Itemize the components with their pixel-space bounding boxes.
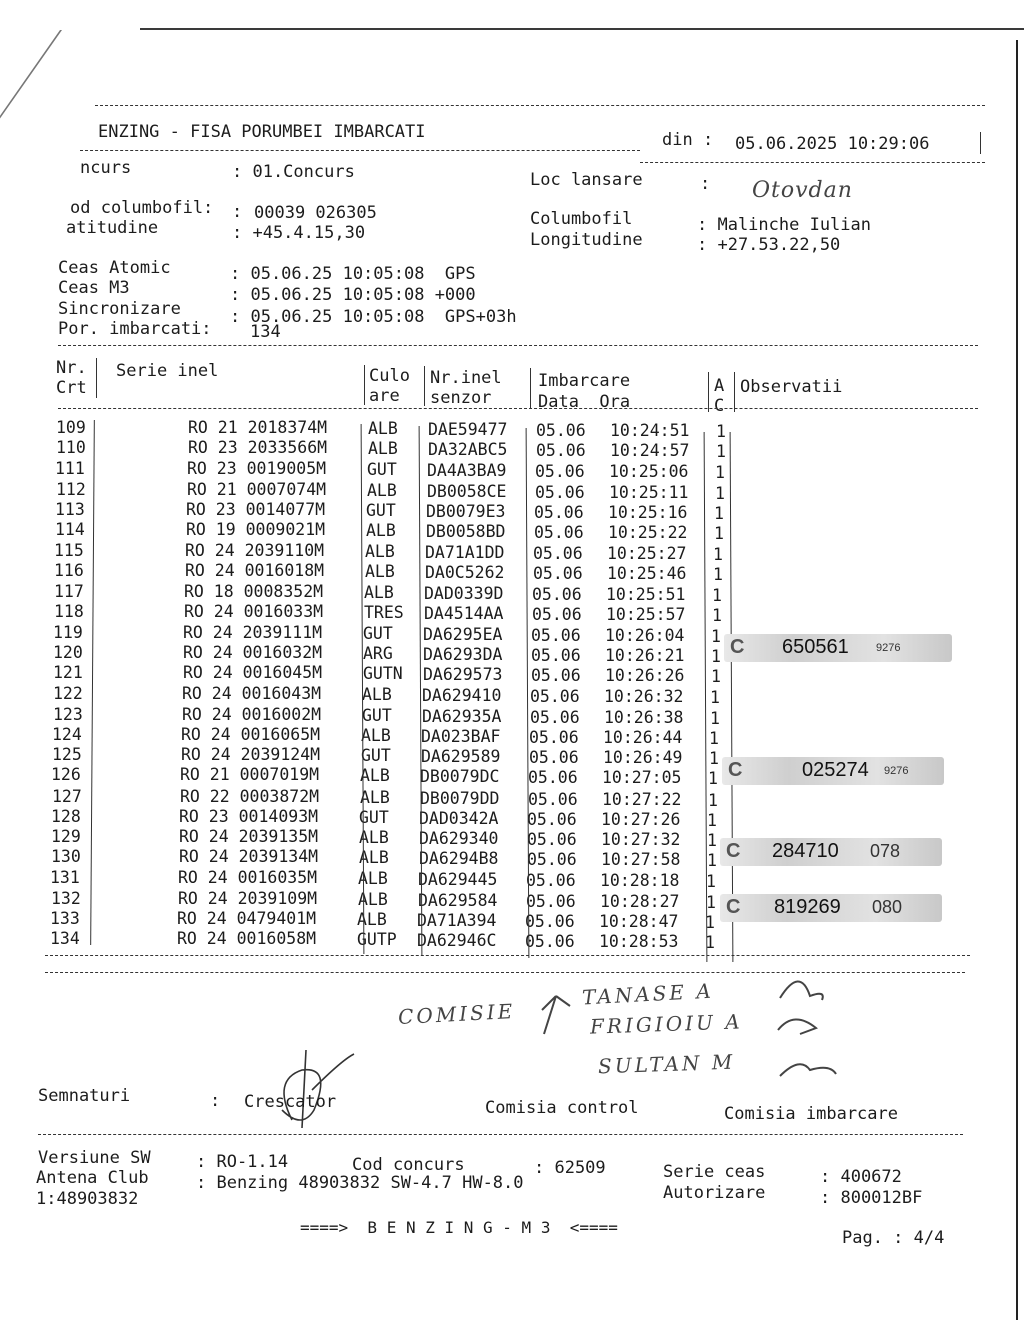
sensor-ring: DA023BAF: [421, 727, 501, 746]
ring-sticker: C 025274 9276: [722, 757, 944, 785]
boarding-date: 05.06: [528, 768, 578, 788]
row-number: 117: [54, 581, 84, 601]
color-code: GUT: [359, 807, 389, 827]
cod-concurs-value: : 62509: [534, 1158, 606, 1178]
ring-series: RO 18 0008352M: [184, 581, 324, 601]
boarding-date: 05.06: [525, 932, 575, 951]
club-id: 1:48903832: [36, 1189, 139, 1209]
ac-flag: 1: [706, 872, 716, 892]
boarding-date: 05.06: [534, 523, 584, 542]
sensor-ring: DAD0342A: [419, 808, 499, 828]
sensor-ring: DA629340: [419, 829, 499, 848]
ac-flag: 1: [715, 483, 725, 503]
ring-series: RO 21 0007074M: [187, 479, 327, 499]
table-row: [0, 418, 1024, 441]
concurs-label: ncurs: [80, 158, 132, 178]
color-code: ALB: [368, 439, 398, 459]
ring-series: RO 24 0016058M: [177, 929, 317, 948]
sensor-ring: DA629584: [418, 890, 498, 910]
boarding-time: 10:25:22: [608, 523, 688, 542]
ring-series: RO 24 2039109M: [178, 888, 318, 908]
boarding-date: 05.06: [534, 502, 584, 522]
sensor-ring: DB0058BD: [426, 522, 506, 541]
boarding-time: 10:24:51: [610, 421, 690, 440]
divider: [58, 408, 978, 409]
sensor-ring: DA62935A: [422, 706, 502, 726]
color-code: ALB: [359, 828, 389, 847]
table-row: [0, 701, 1024, 728]
row-number: 115: [54, 541, 84, 561]
ac-flag: 1: [707, 831, 717, 850]
ac-flag: 1: [711, 647, 721, 667]
color-code: ALB: [358, 889, 388, 909]
ac-flag: 1: [708, 769, 718, 789]
boarding-date: 05.06: [528, 789, 578, 809]
boarding-date: 05.06: [536, 441, 586, 461]
row-number: 127: [52, 786, 82, 806]
boarding-date: 05.06: [529, 728, 579, 747]
sensor-ring: DAE59477: [428, 420, 508, 439]
boarding-date: 05.06: [531, 626, 581, 645]
din-label: din :: [662, 130, 714, 150]
boarding-time: 10:25:06: [609, 462, 689, 482]
divider: [45, 955, 970, 956]
col-header-serie: Serie inel: [116, 361, 219, 381]
divider: [80, 150, 640, 151]
row-number: 123: [53, 704, 83, 724]
color-code: ARG: [363, 644, 393, 664]
report-title: ENZING - FISA PORUMBEI IMBARCATI: [98, 122, 426, 142]
boarding-date: 05.06: [532, 584, 582, 604]
color-code: ALB: [359, 848, 389, 868]
color-code: ALB: [360, 787, 390, 807]
row-number: 112: [56, 479, 86, 499]
ac-flag: 1: [710, 687, 720, 707]
table-row: [0, 499, 1024, 523]
ac-flag: 1: [716, 422, 726, 441]
table-row: [0, 559, 1024, 585]
row-number: 120: [53, 643, 83, 663]
sensor-ring: DA629589: [421, 747, 501, 767]
crescator-signature: [262, 1040, 362, 1130]
table-row: [0, 479, 1024, 503]
col-header-culoare-1: Culo: [369, 366, 410, 386]
ring-series: RO 24 2039110M: [185, 541, 325, 561]
row-number: 109: [56, 418, 86, 437]
semnaturi-colon: :: [210, 1091, 221, 1111]
boarding-date: 05.06: [535, 462, 585, 482]
sensor-ring: DB0058CE: [427, 481, 507, 501]
cod-columbofil-label: od columbofil:: [70, 198, 214, 218]
boarding-time: 10:28:18: [600, 871, 680, 891]
col-header-observatii: Observatii: [740, 377, 843, 397]
ac-flag: 1: [711, 627, 721, 646]
ring-sticker: C 650561 9276: [724, 634, 952, 662]
color-code: ALB: [366, 521, 396, 540]
ring-series: RO 23 2033566M: [188, 438, 328, 458]
table-row: [0, 458, 1024, 483]
sensor-ring: DB0079DC: [420, 767, 500, 787]
sensor-ring: DA71A1DD: [425, 543, 505, 563]
table-row: [0, 600, 1024, 625]
divider: [96, 358, 97, 398]
table-row: [0, 539, 1024, 565]
boarding-date: 05.06: [531, 646, 581, 666]
color-code: GUT: [366, 500, 396, 520]
col-header-crt: Crt: [56, 378, 87, 398]
row-number: 124: [52, 725, 82, 744]
color-code: GUT: [361, 746, 391, 766]
din-value: 05.06.2025 10:29:06: [735, 134, 930, 154]
boarding-date: 05.06: [527, 809, 577, 829]
sensor-ring: DA4A3BA9: [427, 461, 507, 481]
ring-series: RO 24 0016002M: [182, 704, 322, 724]
ac-flag: 1: [709, 729, 719, 748]
versiune-sw-label: Versiune SW: [38, 1148, 151, 1168]
color-code: ALB: [365, 562, 395, 582]
ac-flag: 1: [707, 810, 717, 830]
row-number: 111: [55, 459, 85, 479]
boarding-time: 10:26:44: [603, 728, 683, 747]
color-code: ALB: [365, 542, 395, 562]
handwritten-commission-member: SULTAN M: [597, 1049, 736, 1079]
columbofil-value: : Malinche Iulian: [697, 215, 871, 235]
ring-series: RO 24 0016033M: [184, 601, 324, 621]
col-header-senzor-1: Nr.inel: [430, 368, 502, 388]
table-row: [0, 681, 1024, 707]
boarding-time: 10:27:05: [602, 768, 682, 788]
boarding-date: 05.06: [526, 891, 576, 911]
ring-series: RO 23 0014077M: [186, 499, 326, 519]
ring-series: RO 24 2039135M: [179, 827, 319, 846]
ring-series: RO 22 0003872M: [180, 786, 320, 806]
boarding-time: 10:25:57: [606, 604, 686, 624]
sincronizare-label: Sincronizare: [58, 299, 181, 319]
table-row: [0, 438, 1024, 462]
table-row: [0, 802, 1024, 830]
boarding-time: 10:28:47: [599, 911, 679, 931]
boarding-date: 05.06: [527, 850, 577, 870]
commission-signatures: [770, 970, 850, 1090]
cod-concurs-label: Cod concurs: [352, 1155, 465, 1175]
sensor-ring: DA6294B8: [419, 849, 499, 869]
boarding-time: 10:27:58: [601, 850, 681, 870]
sensor-ring: DB0079E3: [426, 501, 506, 521]
boarding-date: 05.06: [530, 707, 580, 727]
col-header-culoare-2: are: [369, 386, 400, 406]
handwritten-commission-member: FRIGIOIU A: [589, 1009, 744, 1039]
ring-series: RO 21 2018374M: [188, 418, 328, 437]
row-number: 131: [50, 868, 80, 888]
ceas-m3-label: Ceas M3: [58, 278, 130, 298]
autorizare-value: : 800012BF: [820, 1188, 923, 1208]
color-code: TRES: [364, 602, 404, 622]
col-header-c: C: [714, 396, 725, 416]
color-code: GUTP: [357, 930, 397, 949]
divider: [38, 1134, 963, 1135]
ring-sticker: C 819269 080: [720, 894, 942, 922]
boarding-time: 10:26:32: [604, 686, 684, 706]
divider: [734, 372, 735, 412]
ac-flag: 1: [706, 892, 716, 912]
row-number: 114: [55, 520, 85, 539]
color-code: ALB: [361, 726, 391, 745]
comisia-control-label: Comisia control: [485, 1098, 639, 1118]
divider: [424, 366, 425, 406]
sensor-ring: DA71A394: [417, 910, 497, 930]
col-header-imbarcare: Imbarcare: [538, 371, 631, 391]
comisia-imbarcare-label: Comisia imbarcare: [724, 1104, 898, 1124]
cod-columbofil-sep: :: [232, 202, 243, 222]
sensor-ring: DA0C5262: [425, 563, 505, 583]
color-code: ALB: [360, 766, 390, 786]
sensor-ring: DB0079DD: [420, 788, 500, 808]
sensor-ring: DA629410: [422, 685, 502, 705]
color-code: GUT: [367, 460, 397, 480]
autorizare-label: Autorizare: [663, 1183, 766, 1203]
divider: [530, 368, 531, 408]
handwritten-commission-member: TANASE A: [581, 978, 715, 1010]
folded-corner: [0, 30, 142, 120]
row-number: 119: [53, 623, 83, 642]
boarding-date: 05.06: [526, 871, 576, 891]
boarding-time: 10:25:16: [608, 502, 688, 522]
loc-lansare-handwritten: Otovdan: [752, 178, 853, 203]
color-code: ALB: [367, 480, 397, 500]
semnaturi-label: Semnaturi: [38, 1086, 131, 1106]
color-code: GUTN: [363, 664, 403, 684]
row-number: 116: [54, 561, 84, 581]
ring-series: RO 24 0016045M: [183, 663, 323, 683]
color-code: GUT: [362, 705, 392, 725]
boarding-date: 05.06: [525, 911, 575, 931]
boarding-time: 10:26:04: [605, 626, 685, 645]
boarding-date: 05.06: [529, 748, 579, 768]
columbofil-label: Columbofil: [530, 209, 633, 229]
ring-series: RO 24 0016018M: [185, 561, 325, 581]
boarding-date: 05.06: [530, 686, 580, 706]
table-row: [0, 519, 1024, 543]
table-row: [0, 721, 1024, 748]
row-number: 121: [53, 663, 83, 683]
color-code: ALB: [357, 909, 387, 929]
page-number: Pag. : 4/4: [842, 1228, 945, 1248]
cod-columbofil-value: 00039 026305: [254, 203, 377, 223]
color-code: ALB: [368, 419, 398, 438]
boarding-time: 10:25:11: [609, 482, 689, 502]
boarding-time: 10:27:32: [601, 830, 681, 849]
boarding-date: 05.06: [535, 482, 585, 502]
boarding-date: 05.06: [533, 564, 583, 584]
sensor-ring: DAD0339D: [424, 583, 504, 603]
sincronizare-value: : 05.06.25 10:05:08 GPS+03h: [230, 307, 517, 327]
ring-series: RO 19 0009021M: [186, 520, 326, 539]
ac-flag: 1: [711, 667, 721, 687]
row-number: 118: [54, 601, 84, 621]
ring-sticker: C 284710 078: [720, 838, 942, 866]
row-number: 122: [53, 683, 83, 703]
ring-series: RO 24 2039124M: [181, 745, 321, 765]
arrow-up-icon: [536, 990, 576, 1036]
col-header-data-ora: Data Ora: [538, 392, 631, 412]
divider: [640, 162, 985, 163]
ring-series: RO 24 2039111M: [183, 623, 323, 642]
ac-flag: 1: [713, 545, 723, 565]
loc-lansare-colon: :: [700, 174, 711, 194]
boarding-time: 10:26:26: [605, 666, 685, 686]
row-number: 126: [51, 765, 81, 785]
boarding-time: 10:26:38: [604, 707, 684, 727]
ac-flag: 1: [712, 605, 722, 625]
sensor-ring: DA6293DA: [423, 645, 503, 665]
ring-series: RO 23 0014093M: [179, 806, 319, 826]
versiune-sw-value: : RO-1.14: [196, 1152, 289, 1172]
table-row: [0, 580, 1024, 605]
boarding-time: 10:28:53: [599, 932, 679, 951]
boarding-date: 05.06: [532, 604, 582, 624]
ceas-m3-value: : 05.06.25 10:05:08 +000: [230, 285, 476, 305]
porumbei-imbarcati-value: 134: [250, 322, 281, 342]
col-header-a: A: [714, 376, 725, 396]
ac-flag: 1: [714, 503, 724, 523]
divider: [364, 365, 365, 405]
sensor-ring: DA32ABC5: [428, 440, 508, 460]
ring-series: RO 24 0016032M: [183, 643, 323, 663]
antena-club-value: : Benzing 48903832 SW-4.7 HW-8.0: [196, 1173, 524, 1193]
col-header-senzor-2: senzor: [430, 388, 492, 408]
latitudine-value: : +45.4.15,30: [232, 223, 366, 243]
handwritten-comisie: COMISIE: [397, 998, 516, 1030]
longitudine-label: Longitudine: [530, 230, 643, 250]
ceas-atomic-value: : 05.06.25 10:05:08 GPS: [230, 264, 476, 284]
boarding-time: 10:26:21: [605, 646, 685, 666]
color-code: GUT: [363, 624, 393, 643]
color-code: ALB: [364, 582, 394, 602]
boarding-time: 10:27:26: [601, 809, 681, 829]
ac-flag: 1: [712, 585, 722, 605]
ring-series: RO 24 0016043M: [182, 683, 322, 703]
sensor-ring: DA629445: [418, 870, 498, 890]
row-number: 113: [55, 499, 85, 519]
latitudine-label: atitudine: [66, 218, 159, 238]
sensor-ring: DA629573: [423, 665, 503, 685]
serie-ceas-label: Serie ceas: [663, 1162, 766, 1182]
boarding-time: 10:27:22: [602, 789, 682, 809]
sensor-ring: DA6295EA: [423, 625, 503, 644]
divider: [980, 132, 981, 154]
ring-series: RO 24 0016035M: [178, 868, 318, 888]
row-number: 134: [50, 929, 80, 948]
serie-ceas-value: : 400672: [820, 1167, 902, 1187]
row-number: 110: [56, 438, 86, 458]
boarding-date: 05.06: [533, 544, 583, 564]
ring-series: RO 23 0019005M: [187, 459, 327, 479]
boarding-time: 10:25:46: [607, 564, 687, 584]
concurs-value: : 01.Concurs: [232, 162, 355, 182]
boarding-time: 10:26:49: [603, 748, 683, 768]
ring-series: RO 24 0016065M: [181, 725, 321, 744]
boarding-time: 10:24:57: [610, 441, 690, 461]
ac-flag: 1: [710, 708, 720, 728]
ac-flag: 1: [708, 790, 718, 810]
boarding-time: 10:28:27: [600, 891, 680, 911]
boarding-time: 10:25:51: [606, 584, 686, 604]
ring-series: RO 21 0007019M: [180, 765, 320, 785]
ceas-atomic-label: Ceas Atomic: [58, 258, 171, 278]
divider: [58, 345, 978, 346]
ac-flag: 1: [714, 524, 724, 543]
row-number: 125: [52, 745, 82, 765]
boarding-time: 10:25:27: [607, 544, 687, 564]
ring-series: RO 24 2039134M: [179, 847, 319, 867]
col-header-nr: Nr.: [56, 358, 87, 378]
table-row: [0, 923, 1024, 952]
divider: [708, 372, 709, 412]
ac-flag: 1: [713, 565, 723, 585]
sensor-ring: DA4514AA: [424, 603, 504, 623]
row-number: 129: [51, 827, 81, 846]
ac-flag: 1: [715, 463, 725, 483]
color-code: ALB: [362, 684, 392, 704]
ac-flag: 1: [707, 851, 717, 871]
ac-flag: 1: [709, 749, 719, 769]
row-number: 130: [51, 847, 81, 867]
ring-series: RO 24 0479401M: [177, 908, 317, 928]
boarding-date: 05.06: [531, 666, 581, 686]
ac-flag: 1: [705, 912, 715, 932]
divider: [95, 105, 985, 106]
table-row: [0, 660, 1024, 687]
loc-lansare-label: Loc lansare: [530, 170, 643, 190]
antena-club-label: Antena Club: [36, 1168, 149, 1188]
porumbei-imbarcati-label: Por. imbarcati:: [58, 319, 212, 339]
ac-flag: 1: [716, 442, 726, 462]
row-number: 132: [51, 888, 81, 908]
benzing-banner: ====> B E N Z I N G - M 3 <====: [300, 1218, 618, 1237]
boarding-date: 05.06: [527, 830, 577, 849]
row-number: 128: [51, 806, 81, 826]
row-number: 133: [50, 908, 80, 928]
ac-flag: 1: [705, 933, 715, 952]
sensor-ring: DA62946C: [417, 931, 497, 950]
page-top-edge: [140, 28, 1024, 30]
longitudine-value: : +27.53.22,50: [697, 235, 841, 255]
crescator-label: Crescator: [244, 1092, 337, 1112]
boarding-date: 05.06: [536, 421, 586, 440]
color-code: ALB: [358, 869, 388, 889]
